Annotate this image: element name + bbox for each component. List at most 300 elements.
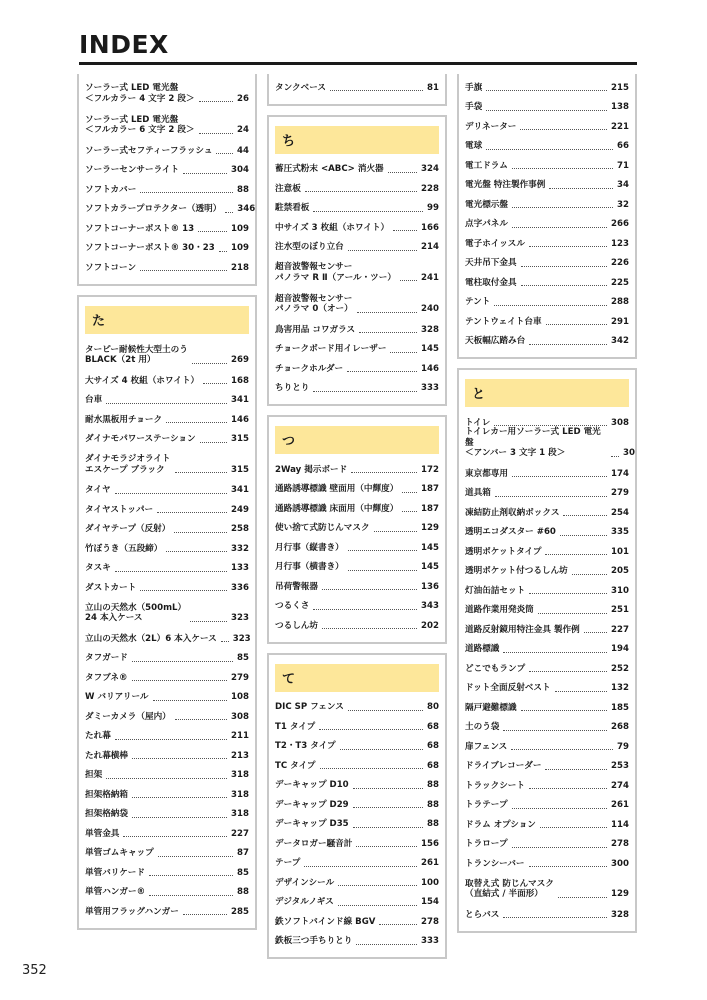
entry-name: ターピー耐候性大型土のう BLACK（2t 用） xyxy=(85,344,188,365)
dot-leader xyxy=(512,808,608,809)
index-entry xyxy=(465,180,629,191)
dot-leader xyxy=(486,90,607,91)
dot-leader xyxy=(400,280,417,281)
entry-page: 300 xyxy=(611,858,629,869)
index-entry xyxy=(275,620,439,631)
entry-page: 279 xyxy=(611,488,629,498)
index-entry xyxy=(465,858,629,869)
dot-leader xyxy=(356,944,417,945)
index-entry xyxy=(85,524,249,535)
index-entry xyxy=(465,160,629,171)
dot-leader xyxy=(393,230,417,231)
entry-page: 228 xyxy=(421,183,439,194)
index-entry xyxy=(85,223,249,234)
entry-page: 185 xyxy=(611,702,629,713)
entry-page: 213 xyxy=(231,750,249,761)
entry-page: 100 xyxy=(421,877,439,888)
dot-leader xyxy=(348,550,417,551)
dot-leader xyxy=(563,515,607,516)
entry-name: 単管ゴムキャップ xyxy=(85,848,154,858)
dot-leader xyxy=(199,101,234,102)
entry-page: 81 xyxy=(427,82,439,93)
dot-leader xyxy=(495,496,607,497)
dot-leader xyxy=(357,312,417,313)
entry-page: 241 xyxy=(421,272,439,283)
entry-page: 278 xyxy=(421,916,439,927)
entry-name: ダイナモラジオライト エスケープ ブラック xyxy=(85,454,171,475)
dot-leader xyxy=(319,729,423,730)
entry-name: 2Way 掲示ボード xyxy=(275,464,348,475)
index-entry xyxy=(275,877,439,888)
entry-page: 32 xyxy=(617,199,629,210)
dot-leader xyxy=(200,442,227,443)
entry-page: 166 xyxy=(421,222,439,233)
index-entry xyxy=(275,82,439,93)
entry-name: 道具箱 xyxy=(465,488,491,498)
index-column-2 xyxy=(267,74,447,959)
index-entry xyxy=(85,414,249,425)
dot-leader xyxy=(322,589,417,590)
dot-leader xyxy=(538,613,607,614)
dot-leader xyxy=(512,847,608,848)
dot-leader xyxy=(174,532,227,533)
entry-name: 土のう袋 xyxy=(465,722,500,732)
entry-page: 268 xyxy=(611,722,629,732)
entry-page: 288 xyxy=(611,297,629,307)
dot-leader xyxy=(486,149,613,150)
index-entry xyxy=(85,145,249,156)
index-entry xyxy=(85,672,249,683)
entry-name: チョークホルダー xyxy=(275,363,344,374)
index-entry xyxy=(275,721,439,732)
entry-name: 電光標示盤 xyxy=(465,199,508,210)
dot-leader xyxy=(338,905,417,906)
index-entry xyxy=(85,165,249,176)
index-entry xyxy=(275,581,439,592)
entry-page: 261 xyxy=(611,800,629,810)
entry-page: 266 xyxy=(611,219,629,229)
dot-leader xyxy=(512,476,607,477)
index-entry xyxy=(85,582,249,593)
entry-name: 鉄ソフトバインド線 BGV xyxy=(275,916,376,927)
index-entry xyxy=(85,867,249,878)
entry-name: デーキャップ D29 xyxy=(275,799,349,810)
entry-page: 323 xyxy=(232,633,251,644)
index-section xyxy=(267,653,447,960)
index-entry xyxy=(465,722,629,733)
dot-leader xyxy=(330,90,423,91)
index-entry xyxy=(85,262,249,273)
index-entry xyxy=(85,395,249,406)
entry-name: つるしん坊 xyxy=(275,620,318,631)
entry-name: 担架格納袋 xyxy=(85,809,128,819)
index-entry xyxy=(465,336,629,347)
entry-page: 218 xyxy=(231,262,249,273)
entry-name: つるくさ xyxy=(275,601,310,611)
dot-leader xyxy=(545,769,607,770)
entry-page: 24 xyxy=(237,125,249,135)
entry-page: 221 xyxy=(611,121,629,132)
dot-leader xyxy=(390,352,417,353)
dot-leader xyxy=(353,807,423,808)
index-entry xyxy=(465,316,629,327)
entry-name: DIC SP フェンス xyxy=(275,702,344,712)
dot-leader xyxy=(313,391,417,392)
index-entry xyxy=(85,692,249,703)
dot-leader xyxy=(149,895,233,896)
entry-page: 136 xyxy=(421,581,439,592)
dot-leader xyxy=(611,456,619,457)
index-entry xyxy=(85,243,249,254)
entry-name: 単管用フラッグハンガー xyxy=(85,906,179,917)
entry-name: テント xyxy=(465,297,491,307)
entry-page: 145 xyxy=(421,542,439,553)
entry-page: 335 xyxy=(611,527,629,537)
entry-page: 156 xyxy=(421,838,439,849)
entry-page: 211 xyxy=(231,731,249,741)
entry-page: 174 xyxy=(611,468,629,479)
index-entry xyxy=(465,102,629,113)
index-entry xyxy=(275,601,439,612)
index-entry xyxy=(85,633,249,644)
dot-leader xyxy=(347,371,417,372)
entry-page: 68 xyxy=(427,721,439,732)
entry-name: 道路反射鏡用特注金具 製作例 xyxy=(465,624,580,635)
entry-name: ソフトカバー xyxy=(85,184,137,195)
index-entry xyxy=(85,543,249,554)
dot-leader xyxy=(305,191,417,192)
section-heading-label: て xyxy=(282,671,296,687)
entry-page: 227 xyxy=(231,828,249,839)
index-entry xyxy=(465,219,629,230)
dot-leader xyxy=(520,129,607,130)
entry-page: 315 xyxy=(231,434,249,444)
index-entry xyxy=(275,936,439,947)
entry-name: 超音波警報センサー パノラマ R Ⅱ（アール・ツー） xyxy=(275,262,396,283)
entry-name: 電工ドラム xyxy=(465,160,508,171)
dot-leader xyxy=(529,344,607,345)
index-entry xyxy=(85,82,249,104)
index-entry xyxy=(465,585,629,596)
index-entry xyxy=(465,819,629,830)
index-column-3 xyxy=(457,74,637,933)
entry-name: W バリアリール xyxy=(85,692,149,702)
dot-leader xyxy=(322,628,417,629)
index-entry xyxy=(465,761,629,772)
dot-leader xyxy=(348,250,417,251)
dot-leader xyxy=(353,827,423,828)
entry-name: データロガー騒音計 xyxy=(275,838,353,849)
section-heading xyxy=(275,426,439,454)
index-entry xyxy=(275,293,439,315)
entry-name: 竹ぼうき（五段締） xyxy=(85,543,163,554)
dot-leader xyxy=(494,305,607,306)
index-entry xyxy=(85,887,249,898)
entry-page: 88 xyxy=(427,819,439,829)
entry-page: 194 xyxy=(611,644,629,654)
dot-leader xyxy=(183,914,227,915)
entry-name: 電球 xyxy=(465,141,483,151)
entry-name: 担架 xyxy=(85,770,103,780)
entry-page: 172 xyxy=(421,464,439,475)
dot-leader xyxy=(529,671,607,672)
entry-page: 101 xyxy=(611,546,629,557)
index-entry xyxy=(465,546,629,557)
entry-name: 耐水黒板用チョーク xyxy=(85,414,163,425)
index-entry xyxy=(85,789,249,800)
section-heading xyxy=(275,126,439,154)
entry-page: 68 xyxy=(427,760,439,771)
entry-name: ちりとり xyxy=(275,383,310,393)
index-entry xyxy=(465,780,629,791)
index-entry xyxy=(465,277,629,288)
dot-leader xyxy=(546,324,607,325)
index-section xyxy=(457,74,637,359)
index-section xyxy=(457,368,637,933)
entry-page: 333 xyxy=(421,383,439,393)
index-entry xyxy=(465,624,629,635)
entry-page: 87 xyxy=(237,848,249,858)
index-entry xyxy=(465,644,629,655)
entry-page: 346 xyxy=(237,204,256,214)
dot-leader xyxy=(140,590,227,591)
entry-name: 単管バリケード xyxy=(85,867,145,878)
index-entry xyxy=(275,858,439,869)
entry-page: 332 xyxy=(231,543,249,554)
entry-page: 80 xyxy=(427,702,439,712)
entry-name: ソーラー式セフティーフラッシュ xyxy=(85,145,213,156)
index-entry xyxy=(465,199,629,210)
dot-leader xyxy=(158,856,233,857)
index-entry xyxy=(465,663,629,674)
entry-page: 202 xyxy=(421,620,439,631)
entry-page: 26 xyxy=(237,93,249,104)
entry-name: ダミーカメラ（屋内） xyxy=(85,711,171,722)
dot-leader xyxy=(359,332,417,333)
entry-name: 点字パネル xyxy=(465,219,508,229)
entry-page: 310 xyxy=(611,585,629,596)
entry-name: 注水型のぼり立台 xyxy=(275,242,344,252)
entry-name: 扉フェンス xyxy=(465,741,508,752)
dot-leader xyxy=(572,574,607,575)
entry-page: 66 xyxy=(617,141,629,151)
dot-leader xyxy=(183,173,227,174)
dot-leader xyxy=(560,535,607,536)
index-entry xyxy=(85,485,249,496)
entry-name: 取替え式 防じんマスク （直結式 / 半面形） xyxy=(465,878,554,899)
entry-page: 88 xyxy=(237,184,249,195)
entry-page: 328 xyxy=(611,909,629,920)
entry-name: トイレカー用ソーラー式 LED 電光盤 ＜アンバー 3 文字 1 段＞ xyxy=(465,427,601,458)
index-entry xyxy=(465,702,629,713)
entry-name: 天板幅広踏み台 xyxy=(465,336,526,346)
dot-leader xyxy=(540,827,607,828)
entry-name: ドット全面反射ベスト xyxy=(465,683,551,693)
entry-name: デリネーター xyxy=(465,121,517,132)
entry-name: 手旗 xyxy=(465,82,483,93)
entry-page: 336 xyxy=(231,582,249,593)
index-entry xyxy=(465,468,629,479)
dot-leader xyxy=(199,133,234,134)
entry-name: トランシーバー xyxy=(465,858,525,869)
entry-name: 電柱取付金具 xyxy=(465,277,517,288)
entry-page: 44 xyxy=(237,145,249,156)
dot-leader xyxy=(379,924,417,925)
entry-page: 85 xyxy=(237,867,249,878)
index-entry xyxy=(85,204,256,215)
entry-page: 114 xyxy=(611,819,629,830)
entry-page: 79 xyxy=(617,741,629,752)
entry-page: 109 xyxy=(231,223,249,234)
entry-page: 215 xyxy=(611,82,629,93)
dot-leader xyxy=(402,511,417,512)
entry-name: 電子ホイッスル xyxy=(465,238,525,249)
entry-name: 立山の天然水（2L）6 本入ケース xyxy=(85,633,217,644)
dot-leader xyxy=(221,641,229,642)
entry-name: 鉄板三つ手ちりとり xyxy=(275,936,353,946)
section-heading xyxy=(465,379,629,407)
entry-name: トラテープ xyxy=(465,800,508,810)
entry-page: 34 xyxy=(617,180,629,190)
dot-leader xyxy=(512,168,613,169)
index-entry xyxy=(275,819,439,830)
index-entry xyxy=(275,562,439,573)
entry-page: 88 xyxy=(427,780,439,790)
index-entry xyxy=(275,203,439,214)
entry-name: ダイヤテープ（反射） xyxy=(85,524,171,534)
index-entry xyxy=(85,114,249,136)
dot-leader xyxy=(132,758,227,759)
index-entry xyxy=(275,780,439,791)
dot-leader xyxy=(115,571,227,572)
entry-name: ソフトコーナーポスト® 13 xyxy=(85,223,195,234)
entry-name: トラックシート xyxy=(465,780,525,791)
entry-name: とらバス xyxy=(465,909,500,920)
index-entry xyxy=(85,184,249,195)
entry-page: 129 xyxy=(611,889,629,899)
entry-page: 318 xyxy=(231,789,249,800)
dot-leader xyxy=(512,207,613,208)
index-entry xyxy=(275,916,439,927)
index-entry xyxy=(275,760,439,771)
dot-leader xyxy=(304,866,417,867)
entry-name: 単管ハンガー® xyxy=(85,887,146,897)
entry-name: 台車 xyxy=(85,395,103,405)
entry-name: テープ xyxy=(275,858,301,868)
dot-leader xyxy=(494,425,607,426)
entry-name: デザインシール xyxy=(275,877,335,888)
entry-page: 249 xyxy=(231,504,249,515)
entry-name: 通路誘導標識 床面用（中輝度） xyxy=(275,503,399,514)
dot-leader xyxy=(190,621,227,622)
index-section xyxy=(267,115,447,407)
section-heading-label: た xyxy=(92,313,106,329)
dot-leader xyxy=(529,788,607,789)
dot-leader xyxy=(545,554,607,555)
index-entry xyxy=(85,848,249,859)
dot-leader xyxy=(175,719,227,720)
index-entry xyxy=(465,566,629,577)
entry-page: 146 xyxy=(231,414,249,425)
dot-leader xyxy=(216,153,233,154)
title-rule xyxy=(79,62,637,65)
entry-page: 132 xyxy=(611,683,629,693)
entry-name: ソフトコーン xyxy=(85,262,137,273)
entry-name: 担架格納箱 xyxy=(85,789,128,800)
entry-page: 123 xyxy=(611,238,629,249)
dot-leader xyxy=(348,570,417,571)
page-number: 352 xyxy=(22,963,47,978)
index-entry xyxy=(275,383,439,394)
index-entry xyxy=(85,828,249,839)
index-section xyxy=(267,415,447,644)
entry-name: たれ幕横棒 xyxy=(85,750,128,761)
entry-page: 225 xyxy=(611,277,629,288)
index-entry xyxy=(85,731,249,742)
entry-page: 315 xyxy=(231,464,249,475)
entry-name: 道路作業用発炎筒 xyxy=(465,605,534,615)
index-entry xyxy=(275,702,439,713)
entry-name: 立山の天然水（500mL） 24 本入ケース xyxy=(85,602,187,623)
entry-page: 318 xyxy=(231,809,249,819)
entry-page: 269 xyxy=(231,355,249,365)
dot-leader xyxy=(153,700,228,701)
entry-name: デーキャップ D35 xyxy=(275,819,349,829)
index-entry xyxy=(275,741,439,752)
entry-page: 88 xyxy=(427,799,439,810)
index-entry xyxy=(465,527,629,538)
dot-leader xyxy=(192,363,227,364)
dot-leader xyxy=(106,403,227,404)
dot-leader xyxy=(529,593,607,594)
entry-page: 252 xyxy=(611,663,629,674)
dot-leader xyxy=(549,188,613,189)
dot-leader xyxy=(115,493,227,494)
index-entry xyxy=(85,906,249,917)
entry-page: 251 xyxy=(611,605,629,615)
entry-page: 254 xyxy=(611,507,629,518)
entry-name: 隔戸避難標識 xyxy=(465,702,517,713)
dot-leader xyxy=(486,110,607,111)
entry-name: ドライブレコーダー xyxy=(465,761,542,771)
dot-leader xyxy=(338,885,417,886)
index-entry xyxy=(465,82,629,93)
index-entry xyxy=(465,488,629,499)
dot-leader xyxy=(521,266,607,267)
index-entry xyxy=(465,141,629,152)
entry-page: 138 xyxy=(611,102,629,112)
entry-name: ソフトコーナーポスト® 30・23 xyxy=(85,243,215,253)
entry-name: 注意板 xyxy=(275,183,301,194)
entry-name: 中サイズ 3 枚組（ホワイト） xyxy=(275,222,390,233)
entry-name: 東京都専用 xyxy=(465,468,508,479)
entry-page: 30 xyxy=(623,448,635,458)
index-entry xyxy=(465,297,629,308)
section-heading xyxy=(85,306,249,334)
entry-name: テントウェイト台車 xyxy=(465,316,542,327)
entry-name: 透明ポケット付つるしん坊 xyxy=(465,566,568,576)
dot-leader xyxy=(166,422,227,423)
entry-page: 341 xyxy=(231,395,249,405)
page-title: INDEX xyxy=(79,30,169,59)
dot-leader xyxy=(132,797,227,798)
dot-leader xyxy=(157,512,227,513)
entry-name: タスキ xyxy=(85,563,111,573)
index-entry xyxy=(275,464,439,475)
index-entry xyxy=(85,434,249,445)
dot-leader xyxy=(132,817,227,818)
dot-leader xyxy=(584,632,607,633)
